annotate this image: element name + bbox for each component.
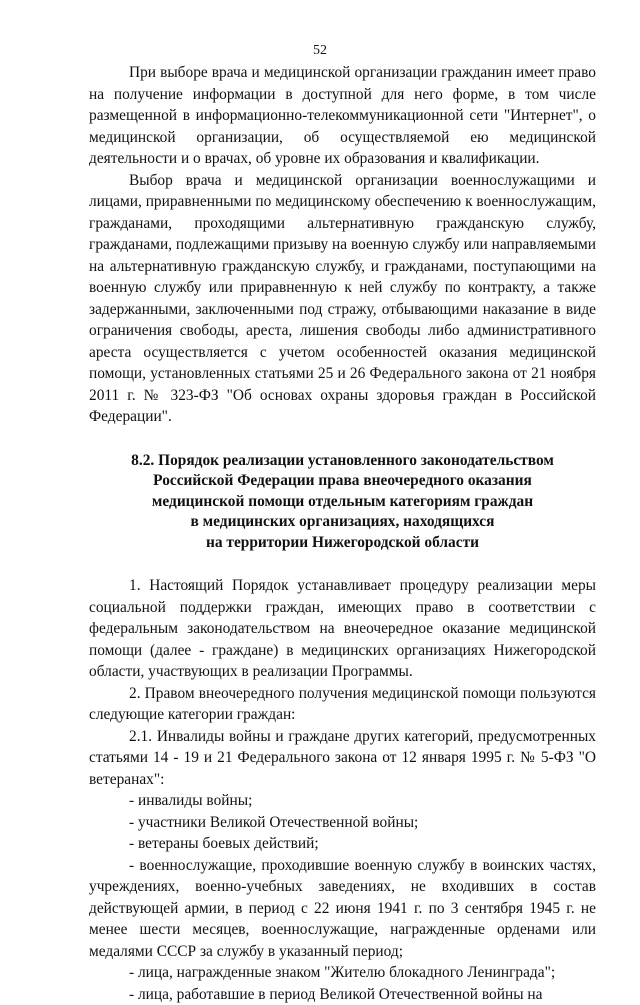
list-item: - участники Великой Отечественной войны; bbox=[129, 813, 419, 831]
paragraph: Выбор врача и медицинской организации военнослужащими и лицами, приравненными по медицинскому обеспечению к военнослужащим, гражданами, проходящими альтернативную гражданскую службу, гражданами, подлежащими призыву на военную службу или направляемыми на альтернативную гражданскую службу, и гражданами, поступающими на военную службу или приравненную к ней службу по контракту, а также задержанными, заключенными под стражу, отбывающими наказание в виде ограничения свободы, ареста, лишения свободы либо административного ареста осуществляется с учетом особенностей оказания медицинской помощи, установленных статьями 25 и 26 Федерального закона от 21 ноября 2011 г. № 323-ФЗ "Об основах охраны здоровья граждан в Российской Федерации". bbox=[89, 171, 596, 425]
list-item: - ветераны боевых действий; bbox=[129, 835, 319, 853]
paragraph: 2.1. Инвалиды войны и граждане других категорий, предусмотренных статьями 14 - 19 и 21 Федерального закона от 12 января 1995 г. № 5-ФЗ "О ветеранах": bbox=[89, 727, 596, 788]
list-item: - лица, награжденные знаком "Жителю блокадного Ленинграда"; bbox=[129, 964, 556, 982]
heading-line: на территории Нижегородской области bbox=[205, 533, 479, 551]
page-number: 52 bbox=[313, 43, 327, 58]
list-item: - инвалиды войны; bbox=[129, 792, 253, 810]
paragraph: 1. Настоящий Порядок устанавливает процедуру реализации меры социальной поддержки граждан, имеющих право в соответствии с федеральным законодательством на внеочередное оказание медицинской помощи (далее - граждане) в медицинских организациях Нижегородской области, участвующих в реализации Программы. bbox=[89, 577, 596, 681]
heading-line: 8.2. Порядок реализации установленного законодательством bbox=[131, 451, 554, 469]
paragraph: 2. Правом внеочередного получения медицинской помощи пользуются следующие категории граждан: bbox=[89, 684, 596, 724]
heading-line: в медицинских организациях, находящихся bbox=[190, 513, 495, 531]
heading-line: Российской Федерации права внеочередного оказания bbox=[153, 472, 532, 490]
section-heading bbox=[89, 451, 596, 554]
list-item: - военнослужащие, проходившие военную службу в воинских частях, учреждениях, военно-учебных заведениях, не входивших в состав действующей армии, в период с 22 июня 1941 г. по 3 сентября 1945 г. не менее шести месяцев, военнослужащие, награжденные орденами или медалями СССР за службу в указанный период; bbox=[89, 856, 596, 960]
heading-line: медицинской помощи отдельным категориям граждан bbox=[151, 492, 534, 510]
document-body bbox=[89, 62, 596, 1005]
list-item: - лица, работавшие в период Великой Отечественной войны на bbox=[129, 985, 543, 1003]
paragraph: При выборе врача и медицинской организации гражданин имеет право на получение информации в доступной для него форме, в том числе размещенной в информационно-телекоммуникационной сети "Интернет", о медицинской организации, об осуществляемой ею медицинской деятельности и о врачах, об уровне их образования и квалификации. bbox=[89, 64, 596, 167]
